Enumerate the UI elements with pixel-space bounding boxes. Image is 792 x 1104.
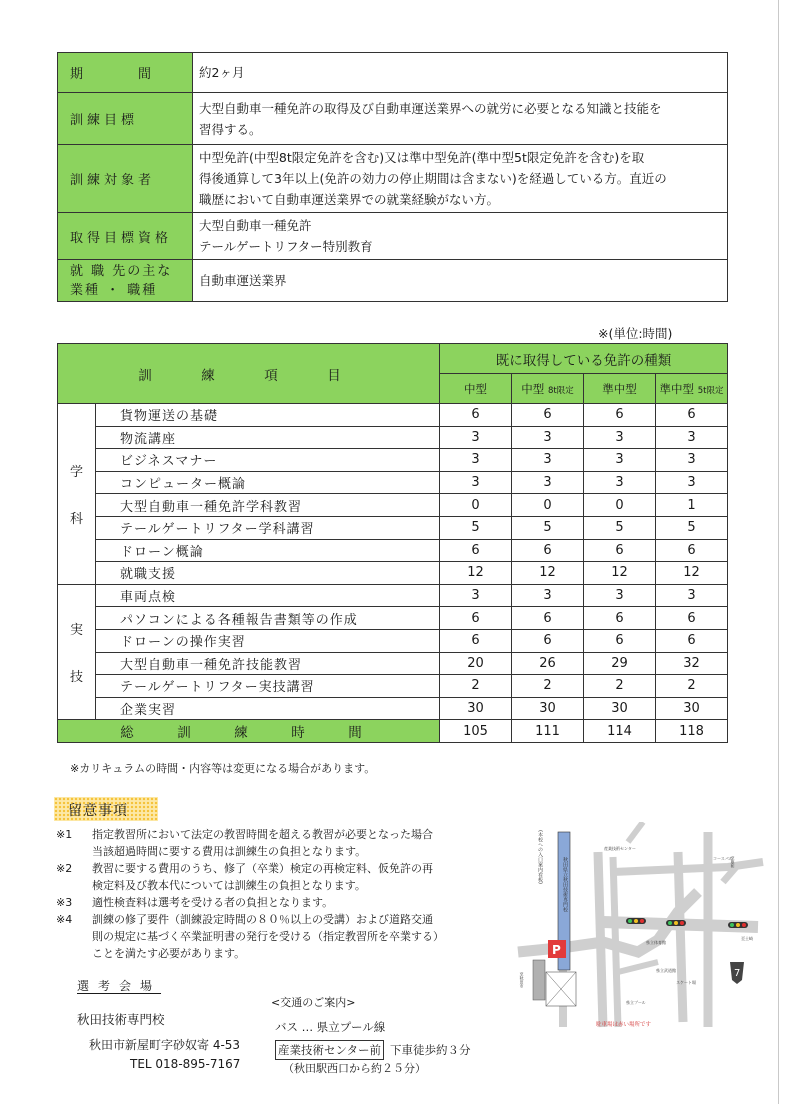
- hours-cell: 3: [440, 471, 512, 494]
- traffic-signal: [728, 922, 748, 928]
- info-row-period: [58, 53, 728, 93]
- access-bus: バス … 県立プール線: [275, 1020, 386, 1034]
- traffic-signal: [666, 920, 686, 926]
- total-label: 総 訓 練 時 間: [58, 720, 440, 743]
- hours-cell: 20: [440, 652, 512, 675]
- hours-cell: 6: [512, 404, 584, 427]
- subject-cell: 貨物運送の基礎: [96, 404, 440, 427]
- header-subject: 訓 練 項 目: [58, 344, 440, 404]
- hours-cell: 3: [584, 471, 656, 494]
- hours-cell: 30: [656, 697, 728, 720]
- place-label: 産業技術センター: [604, 846, 636, 851]
- table-row: [58, 697, 728, 720]
- hours-cell: 6: [656, 629, 728, 652]
- total-row: [58, 720, 728, 743]
- hours-cell: 6: [656, 539, 728, 562]
- access-map: [508, 822, 766, 1036]
- course-info-table: [57, 52, 728, 302]
- subject-cell: 大型自動車一種免許学科教習: [96, 494, 440, 517]
- hours-cell: 0: [440, 494, 512, 517]
- category-cell: [58, 584, 96, 720]
- hours-cell: 0: [512, 494, 584, 517]
- total-value: 118: [656, 720, 728, 743]
- hours-cell: 1: [656, 494, 728, 517]
- hours-cell: 6: [512, 539, 584, 562]
- venue-heading: 選考会場: [77, 979, 162, 993]
- place-label: 至土崎: [741, 936, 753, 941]
- parking-mark: P: [552, 943, 561, 957]
- table-row: [58, 562, 728, 585]
- hours-cell: 6: [440, 607, 512, 630]
- info-row-employment: [58, 260, 728, 302]
- table-row: [58, 652, 728, 675]
- training-hours-table: [57, 343, 728, 743]
- category-char: 学: [69, 464, 83, 480]
- school-label: 秋田県立秋田技術専門校: [562, 857, 568, 912]
- hours-cell: 2: [512, 675, 584, 698]
- category-char: 技: [69, 670, 83, 686]
- hours-cell: 12: [656, 562, 728, 585]
- hours-cell: 5: [512, 516, 584, 539]
- page-edge-line: [778, 0, 779, 1104]
- hours-cell: 6: [512, 607, 584, 630]
- hours-cell: 3: [512, 471, 584, 494]
- subject-cell: ビジネスマナー: [96, 449, 440, 472]
- hours-cell: 2: [584, 675, 656, 698]
- hours-cell: 26: [512, 652, 584, 675]
- info-value: 大型自動車一種免許の取得及び自動車運送業界への就労に必要となる知識と技能を 習得する。: [193, 93, 728, 145]
- hours-cell: 3: [512, 584, 584, 607]
- subject-cell: パソコンによる各種報告書類等の作成: [96, 607, 440, 630]
- info-value: 約2ヶ月: [193, 53, 728, 93]
- unit-note: ※(単位:時間): [598, 326, 673, 341]
- remark-item: ※1 指定教習所において法定の教習時間を超える教習が必要となった場合 当該超過時間に要する費用は訓練生の負担となります。: [56, 828, 433, 858]
- route-number: 7: [734, 968, 741, 979]
- header-license-type: 既に取得している免許の種類: [440, 344, 728, 374]
- hours-cell: 3: [512, 449, 584, 472]
- info-value: 自動車運送業界: [193, 260, 728, 302]
- category-char: 実: [69, 623, 83, 639]
- training-body: [58, 404, 728, 720]
- venue-address: 秋田市新屋町字砂奴寄 4-53: [89, 1038, 241, 1052]
- traffic-signal: [626, 918, 646, 924]
- subject-cell: 物流講座: [96, 426, 440, 449]
- hours-cell: 6: [656, 404, 728, 427]
- table-row: [58, 584, 728, 607]
- map-road: [598, 852, 603, 1027]
- place-label: 県立体育館: [646, 940, 666, 945]
- hours-cell: 3: [656, 426, 728, 449]
- hours-cell: 5: [584, 516, 656, 539]
- subject-cell: 企業実習: [96, 697, 440, 720]
- subject-cell: コンピューター概論: [96, 471, 440, 494]
- curriculum-note: ※カリキュラムの時間・内容等は変更になる場合があります。: [70, 762, 376, 775]
- info-label: 取得目標資格: [58, 213, 193, 260]
- total-value: 111: [512, 720, 584, 743]
- hours-cell: 6: [440, 404, 512, 427]
- parking-note: 駐車場は赤い場所です: [596, 1022, 652, 1028]
- hours-cell: 30: [512, 697, 584, 720]
- road-sign-label: (本校への入口案内看板): [537, 830, 543, 884]
- table-row: [58, 539, 728, 562]
- hours-cell: 12: [584, 562, 656, 585]
- hours-cell: 5: [440, 516, 512, 539]
- remark-key: ※1: [56, 828, 73, 841]
- header-license-col: 準中型: [584, 374, 656, 404]
- info-row-qualification: [58, 213, 728, 260]
- remark-key: ※2: [56, 862, 73, 875]
- hours-cell: 32: [656, 652, 728, 675]
- venue-name: 秋田技術専門校: [77, 1012, 165, 1027]
- hours-cell: 29: [584, 652, 656, 675]
- subject-cell: 就職支援: [96, 562, 440, 585]
- total-value: 105: [440, 720, 512, 743]
- map-road: [613, 857, 618, 1027]
- hours-cell: 5: [656, 516, 728, 539]
- hours-cell: 30: [584, 697, 656, 720]
- table-row: [58, 404, 728, 427]
- info-value: 中型免許(中型8t限定免許を含む)又は準中型免許(準中型5t限定免許を含む)を取 得後通算して3年以上(免許の効力の停止期間は含まない)を経過している方。直近の 職歴において自動車運送業界での就業経験がない方。: [193, 145, 728, 213]
- subject-cell: ドローン概論: [96, 539, 440, 562]
- info-value: 大型自動車一種免許 テールゲートリフター特別教育: [193, 213, 728, 260]
- table-row: [58, 675, 728, 698]
- info-label: 期 間: [58, 53, 193, 93]
- header-license-col: 中型 8t限定: [512, 374, 584, 404]
- table-row: [58, 471, 728, 494]
- place-label: 県立武道館: [656, 968, 676, 973]
- header-license-col: 中型: [440, 374, 512, 404]
- hours-cell: 2: [440, 675, 512, 698]
- hours-cell: 30: [440, 697, 512, 720]
- map-road: [678, 852, 683, 1022]
- bus-stop-name: 産業技術センター前: [275, 1040, 384, 1060]
- walk-time: 下車徒歩約３分: [390, 1043, 471, 1057]
- hours-cell: 6: [584, 404, 656, 427]
- hours-cell: 3: [440, 449, 512, 472]
- remark-item: ※2 教習に要する費用のうち、修了（卒業）検定の再検定料、仮免許の再 検定料及び教本代については訓練生の負担となります。: [56, 862, 433, 892]
- table-row: [58, 494, 728, 517]
- category-cell: [58, 404, 96, 585]
- hours-cell: 6: [440, 629, 512, 652]
- table-row: [58, 629, 728, 652]
- hours-cell: 6: [584, 607, 656, 630]
- category-char: 科: [69, 511, 83, 527]
- hours-cell: 3: [584, 426, 656, 449]
- subject-cell: 大型自動車一種免許技能教習: [96, 652, 440, 675]
- info-row-goal: [58, 93, 728, 145]
- info-row-target: [58, 145, 728, 213]
- access-from-station: （秋田駅西口から約２５分）: [283, 1062, 426, 1075]
- table-row: [58, 449, 728, 472]
- remark-key: ※4: [56, 913, 73, 926]
- hours-cell: 0: [584, 494, 656, 517]
- subject-cell: 車両点検: [96, 584, 440, 607]
- access-heading: <交通のご案内>: [271, 996, 356, 1009]
- hours-cell: 3: [656, 449, 728, 472]
- hours-cell: 6: [512, 629, 584, 652]
- total-value: 114: [584, 720, 656, 743]
- access-stop-line: [275, 1040, 471, 1060]
- venue-tel: TEL 018-895-7167: [130, 1057, 241, 1071]
- info-label: 訓練目標: [58, 93, 193, 145]
- subject-cell: テールゲートリフター学科講習: [96, 516, 440, 539]
- hours-cell: 6: [584, 539, 656, 562]
- hours-cell: 3: [656, 471, 728, 494]
- hours-cell: 3: [584, 584, 656, 607]
- hours-cell: 6: [584, 629, 656, 652]
- place-label: 県立プール: [626, 1000, 646, 1005]
- hours-cell: 3: [512, 426, 584, 449]
- subject-cell: ドローンの操作実習: [96, 629, 440, 652]
- table-row: [58, 426, 728, 449]
- hours-cell: 3: [440, 584, 512, 607]
- hours-cell: 3: [584, 449, 656, 472]
- table-row: [58, 607, 728, 630]
- info-label: 就 職 先の主な 業種 ・ 職種: [58, 260, 193, 302]
- hours-cell: 3: [656, 584, 728, 607]
- hours-cell: 12: [440, 562, 512, 585]
- hours-cell: 2: [656, 675, 728, 698]
- subject-cell: テールゲートリフター実技講習: [96, 675, 440, 698]
- hours-cell: 6: [656, 607, 728, 630]
- header-license-col: 準中型 5t限定: [656, 374, 728, 404]
- place-label: コースパル: [713, 856, 733, 861]
- place-label: スケート場: [676, 980, 696, 985]
- hours-cell: 3: [440, 426, 512, 449]
- remark-item: ※4 訓練の修了要件（訓練設定時間の８０％以上の受講）および道路交通 則の規定に基づく卒業証明書の発行を受ける（指定教習所を卒業する） ことを満たす必要があります。: [56, 913, 444, 960]
- remark-item: ※3 適性検査料は選考を受ける者の負担となります。: [56, 896, 334, 909]
- hours-cell: 12: [512, 562, 584, 585]
- hours-cell: 6: [440, 539, 512, 562]
- table-row: [58, 516, 728, 539]
- remarks-title: 留意事項: [54, 797, 158, 821]
- remark-key: ※3: [56, 896, 73, 909]
- map-building: [533, 960, 545, 1000]
- place-label: 至秋田市: [519, 972, 525, 988]
- info-label: 訓練対象者: [58, 145, 193, 213]
- place-label: 至雄和: [730, 856, 736, 868]
